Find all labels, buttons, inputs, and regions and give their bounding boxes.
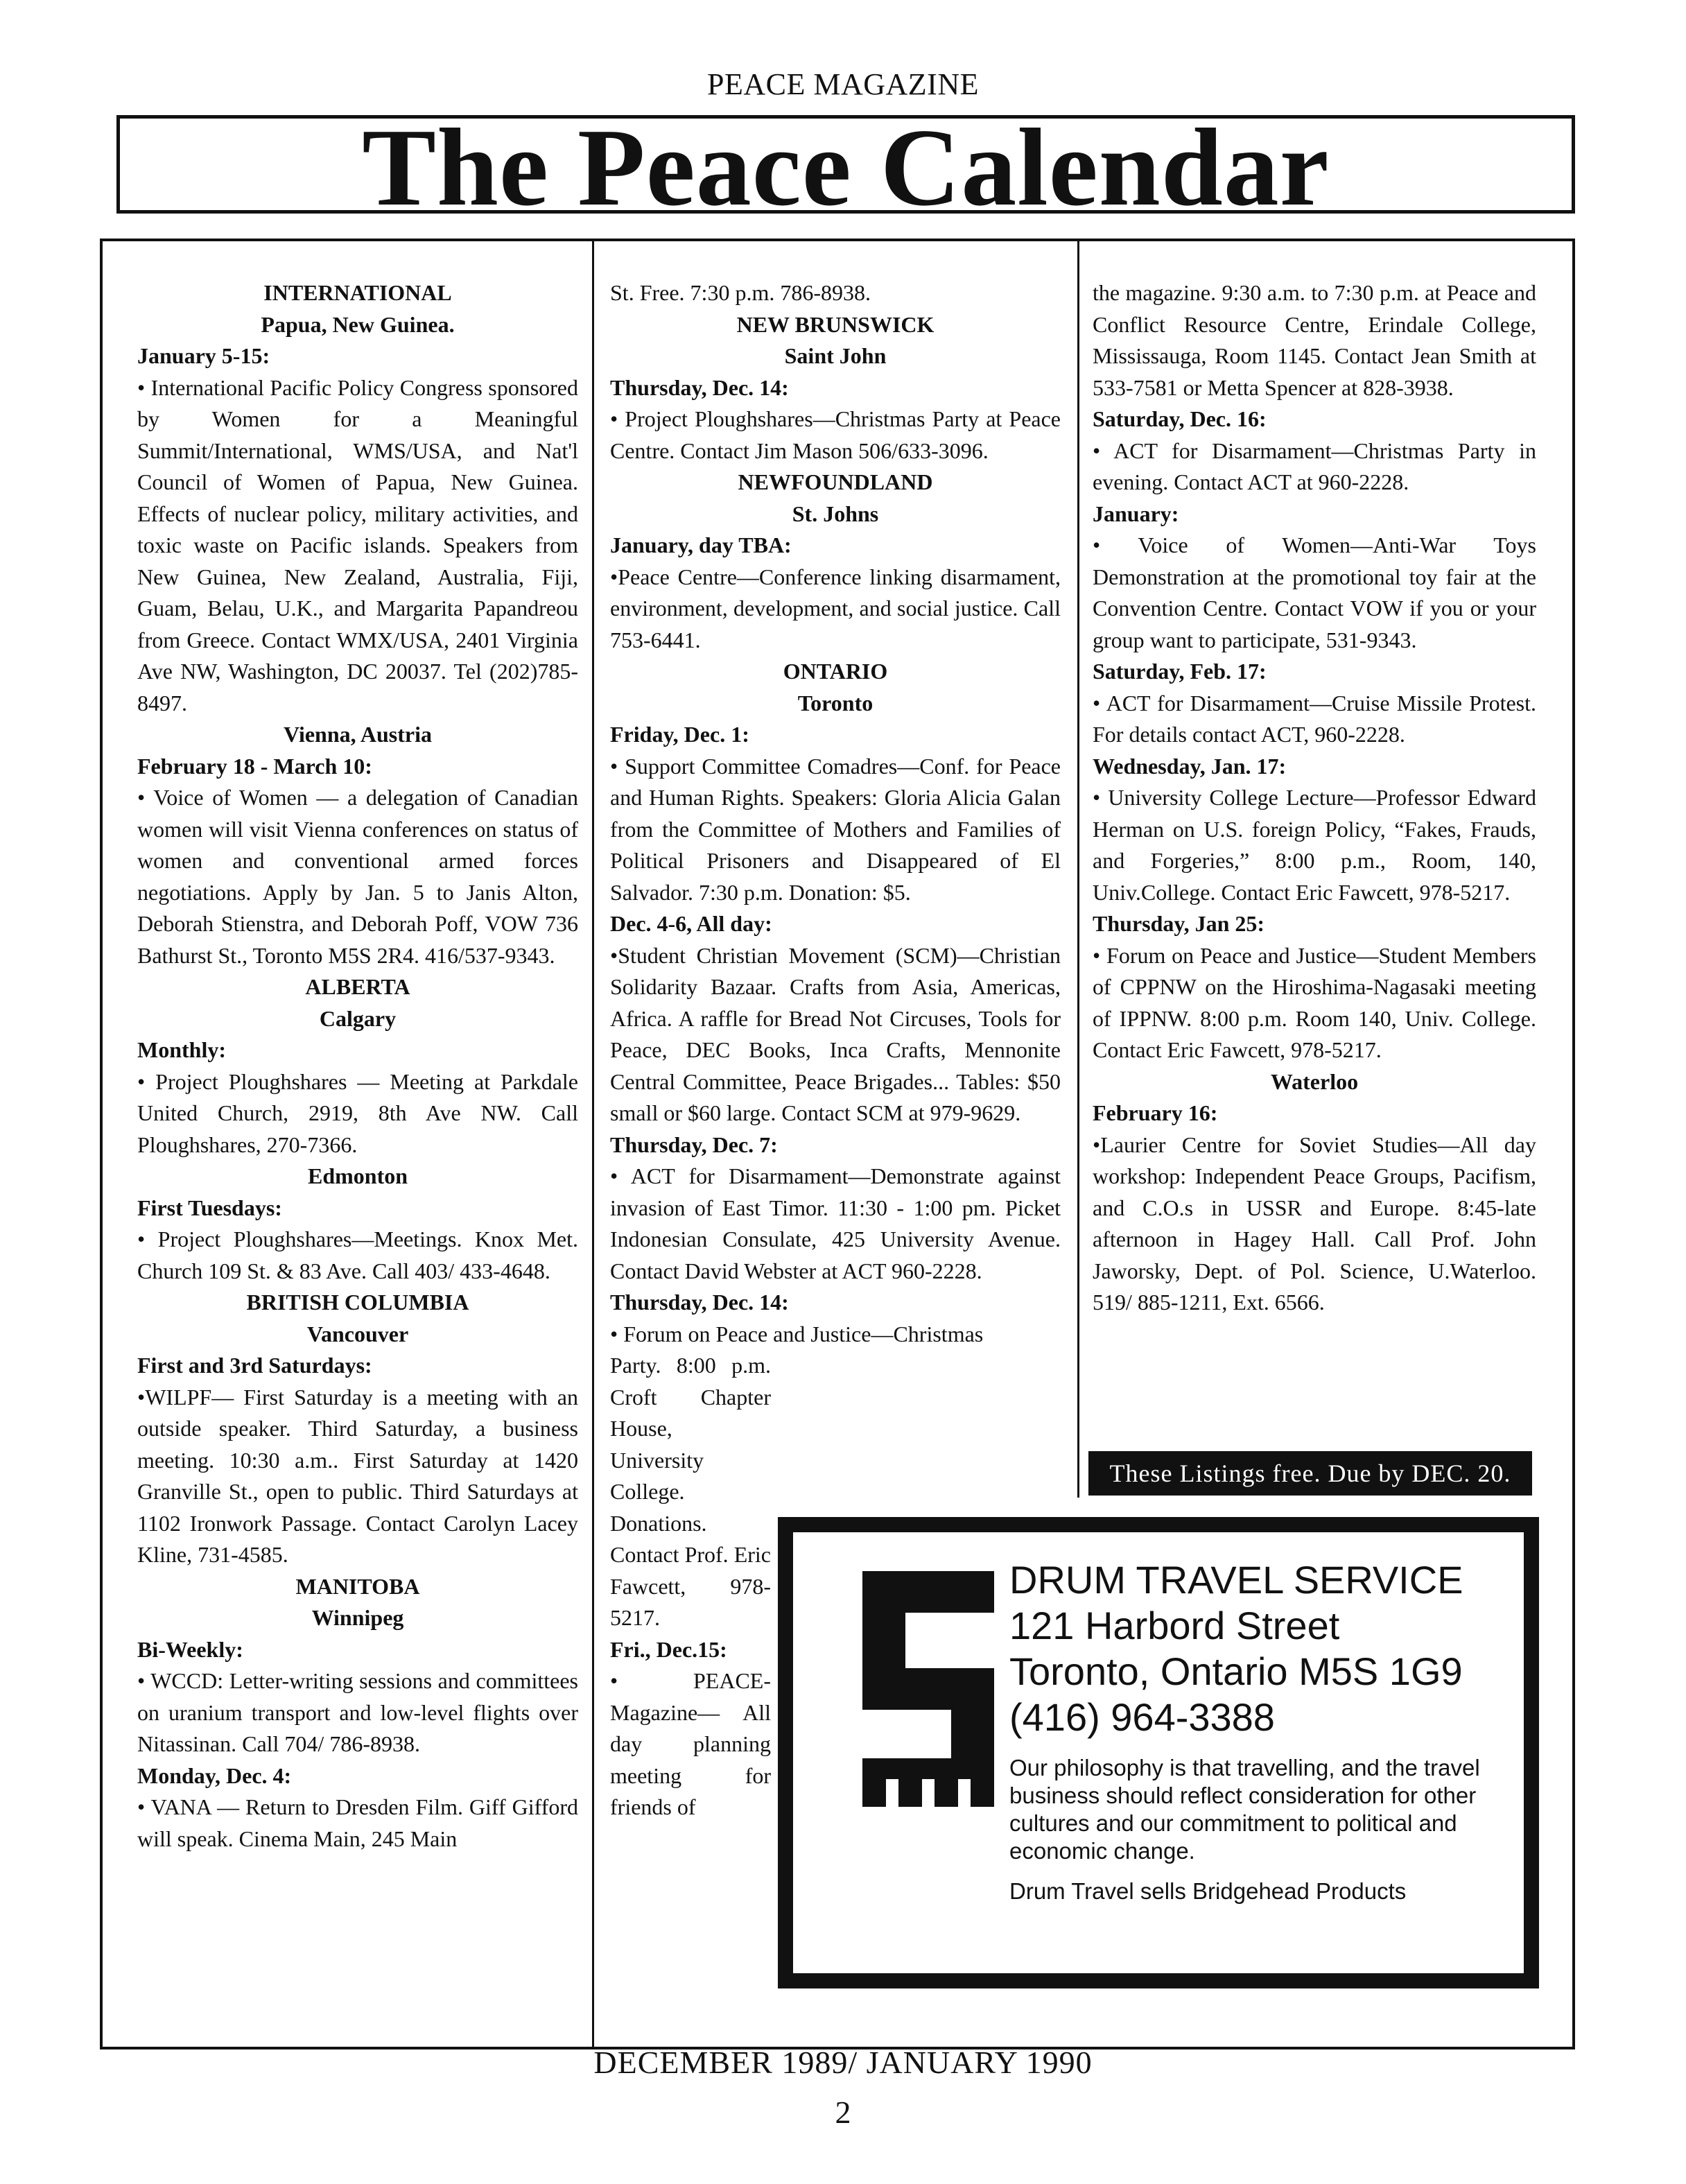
drum-travel-ad: [778, 1517, 1539, 1988]
event-date: Wednesday, Jan. 17:: [1093, 753, 1287, 779]
city-heading: Winnipeg: [311, 1605, 404, 1630]
event-entry: • Project Ploughshares—Meetings. Knox Met. Church 109 St. & 83 Ave. Call 403/ 433-4648.: [137, 1227, 578, 1283]
event-entry: Party. 8:00 p.m. Croft Chapter House, University College. Donations. Contact Prof. Eric Fawcett, 978-5217.: [610, 1353, 771, 1630]
event-entry: •Student Christian Movement (SCM)—Christian Solidarity Bazaar. Crafts from Asia, Americas, Africa. A raffle for Bread Not Circuses, Tools for Peace, DEC Books, Inca Crafts, Mennonite Central Committee, Peace Brigades... Tables: $50 small or $60 large. Contact SCM at 979-9629.: [610, 942, 1061, 1125]
masthead: PEACE MAGAZINE: [707, 67, 979, 101]
event-date: Dec. 4-6, All day:: [610, 911, 772, 936]
ad-philosophy: Our philosophy is that travelling, and the travel business should reflect consideration for other cultures and our commitment to political and economic change.: [1009, 1755, 1480, 1864]
event-entry: • PEACE-Magazine— All day planning meeting for friends of: [610, 1668, 771, 1819]
event-entry: • ACT for Disarmament—Demonstrate against invasion of East Timor. 11:30 - 1:00 pm. Picket Indonesian Consulate, 425 University Avenue. Contact David Webster at ACT 960-2228.: [610, 1163, 1061, 1283]
event-date: First and 3rd Saturdays:: [137, 1353, 372, 1378]
event-entry: the magazine. 9:30 a.m. to 7:30 p.m. at Peace and Conflict Resource Centre, Erindale College, Mississauga, Room 1145. Contact Jean Smith at 533-7581 or Metta Spencer at 828-3938.: [1093, 280, 1536, 400]
event-date: January, day TBA:: [610, 532, 792, 557]
event-entry: St. Free. 7:30 p.m. 786-8938.: [610, 280, 871, 305]
city-heading: Edmonton: [307, 1163, 408, 1188]
city-heading: Papua, New Guinea.: [261, 311, 455, 337]
event-date: Thursday, Dec. 14:: [610, 374, 789, 400]
city-heading: St. Johns: [792, 501, 879, 526]
ad-street: 121 Harbord Street: [1009, 1604, 1340, 1647]
region-heading: ALBERTA: [305, 974, 410, 999]
ad-city: Toronto, Ontario M5S 1G9: [1009, 1649, 1463, 1693]
calendar-column-2-narrow: [610, 1350, 771, 1823]
city-heading: Saint John: [784, 343, 887, 368]
region-heading: MANITOBA: [295, 1573, 420, 1599]
event-date: February 16:: [1093, 1100, 1218, 1125]
ad-phone: (416) 964-3388: [1009, 1695, 1275, 1739]
event-entry: •WILPF— First Saturday is a meeting with an outside speaker. Third Saturday, a business meeting. 10:30 a.m.. First Saturday at 1420 Granville St., open to public. Third Saturdays at 1102 Ironwork Passage. Contact Carolyn Lacey Kline, 731-4585.: [137, 1384, 578, 1567]
event-date: Thursday, Dec. 7:: [610, 1132, 778, 1157]
event-entry: • Project Ploughshares — Meeting at Parkdale United Church, 2919, 8th Ave NW. Call Ploughshares, 270-7366.: [137, 1068, 578, 1157]
event-date: Thursday, Jan 25:: [1093, 911, 1265, 936]
event-entry: • ACT for Disarmament—Cruise Missile Protest. For details contact ACT, 960-2228.: [1093, 690, 1536, 747]
calendar-column-3: [1093, 277, 1536, 1319]
event-entry: • WCCD: Letter-writing sessions and committees on uranium transport and low-level flights over Nitassinan. Call 704/ 786-8938.: [137, 1668, 578, 1756]
drum-travel-logo-icon: [862, 1571, 994, 1807]
event-entry: • Forum on Peace and Justice—Student Members of CPPNW on the Hiroshima-Nagasaki meeting of IPPNW. 8:00 p.m. Room 140, Univ. College. Contact Eric Fawcett, 978-5217.: [1093, 942, 1536, 1062]
event-entry: • Forum on Peace and Justice—Christmas: [610, 1321, 984, 1346]
event-date: Fri., Dec.15:: [610, 1636, 727, 1662]
ad-company-name: DRUM TRAVEL SERVICE: [1009, 1558, 1463, 1602]
event-entry: •Laurier Centre for Soviet Studies—All day workshop: Independent Peace Groups, Pacifism, and C.O.s in USSR and Europe. 8:45-late afternoon in Hagey Hall. Call Prof. John Jaworsky, Dept. of Pol. Science, U.Waterloo. 519/ 885-1211, Ext. 6566.: [1093, 1132, 1536, 1315]
event-entry: • ACT for Disarmament—Christmas Party in evening. Contact ACT at 960-2228.: [1093, 437, 1536, 494]
event-date: January 5-15:: [137, 343, 270, 368]
region-heading: INTERNATIONAL: [263, 280, 452, 305]
region-heading: NEW BRUNSWICK: [736, 311, 935, 337]
city-heading: Vancouver: [306, 1321, 409, 1346]
listings-banner: These Listings free. Due by DEC. 20.: [1088, 1451, 1532, 1496]
calendar-column-1: [137, 277, 578, 1855]
event-entry: • Project Ploughshares—Christmas Party at Peace Centre. Contact Jim Mason 506/633-3096.: [610, 406, 1061, 463]
event-date: Friday, Dec. 1:: [610, 722, 749, 747]
page-title: The Peace Calendar: [362, 105, 1330, 229]
city-heading: Toronto: [797, 690, 874, 716]
title-box: [116, 105, 1575, 229]
event-entry: • Support Committee Comadres—Conf. for Peace and Human Rights. Speakers: Gloria Alicia Galan from the Committee of Mothers and Families of Political Prisoners and Disappeared of El Salvador. 7:30 p.m. Donation: $5.: [610, 753, 1061, 905]
city-heading: Calgary: [319, 1005, 397, 1031]
event-entry: • Voice of Women—Anti-War Toys Demonstration at the promotional toy fair at the Convention Centre. Contact VOW if you or your group want to participate, 531-9343.: [1093, 532, 1536, 652]
event-date: February 18 - March 10:: [137, 753, 372, 779]
column-divider: [592, 239, 594, 2049]
event-date: Bi-Weekly:: [137, 1636, 243, 1662]
event-entry: • Voice of Women — a delegation of Canadian women will visit Vienna conferences on status of women and conventional armed forces negotiations. Apply by Jan. 5 to Janis Alton, Deborah Stienstra, and Deborah Poff, VOW 736 Bathurst St., Toronto M5S 2R4. 416/537-9343.: [137, 785, 578, 968]
issue-date: DECEMBER 1989/ JANUARY 1990: [593, 2045, 1093, 2080]
event-entry: • VANA — Return to Dresden Film. Giff Gifford will speak. Cinema Main, 245 Main: [137, 1794, 578, 1851]
event-entry: • University College Lecture—Professor Edward Herman on U.S. foreign Policy, “Fakes, Frauds, and Forgeries,” 8:00 p.m., Room, 140, Univ.College. Contact Eric Fawcett, 978-5217.: [1093, 785, 1536, 905]
city-heading: Waterloo: [1270, 1068, 1359, 1094]
event-date: Saturday, Dec. 16:: [1093, 406, 1267, 431]
event-date: First Tuesdays:: [137, 1195, 282, 1220]
event-entry: •Peace Centre—Conference linking disarmament, environment, development, and social justice. Call 753-6441.: [610, 564, 1061, 652]
event-entry: • International Pacific Policy Congress sponsored by Women for a Meaningful Summit/International, WMS/USA, and Nat'l Council of Women of Papua, New Guinea. Effects of nuclear policy, military activities, and toxic waste on Pacific islands. Speakers from New Guinea, New Zealand, Australia, Fiji, Guam, Belau, U.K., and Margarita Papandreou from Greece. Contact WMX/USA, 2401 Virginia Ave NW, Washington, DC 20037. Tel (202)785-8497.: [137, 374, 578, 716]
page-number: 2: [835, 2095, 851, 2130]
region-heading: BRITISH COLUMBIA: [246, 1290, 469, 1315]
ad-text: [1009, 1557, 1536, 1905]
event-date: January:: [1093, 501, 1179, 526]
ad-tagline: Drum Travel sells Bridgehead Products: [1009, 1878, 1407, 1904]
column-divider: [1077, 239, 1079, 1498]
event-date: Saturday, Feb. 17:: [1093, 659, 1267, 684]
region-heading: NEWFOUNDLAND: [738, 469, 933, 494]
region-heading: ONTARIO: [783, 659, 888, 684]
calendar-column-2-wide: [610, 277, 1061, 1350]
event-date: Monday, Dec. 4:: [137, 1762, 292, 1788]
city-heading: Vienna, Austria: [284, 722, 432, 747]
event-date: Monthly:: [137, 1037, 226, 1062]
event-date: Thursday, Dec. 14:: [610, 1290, 789, 1315]
